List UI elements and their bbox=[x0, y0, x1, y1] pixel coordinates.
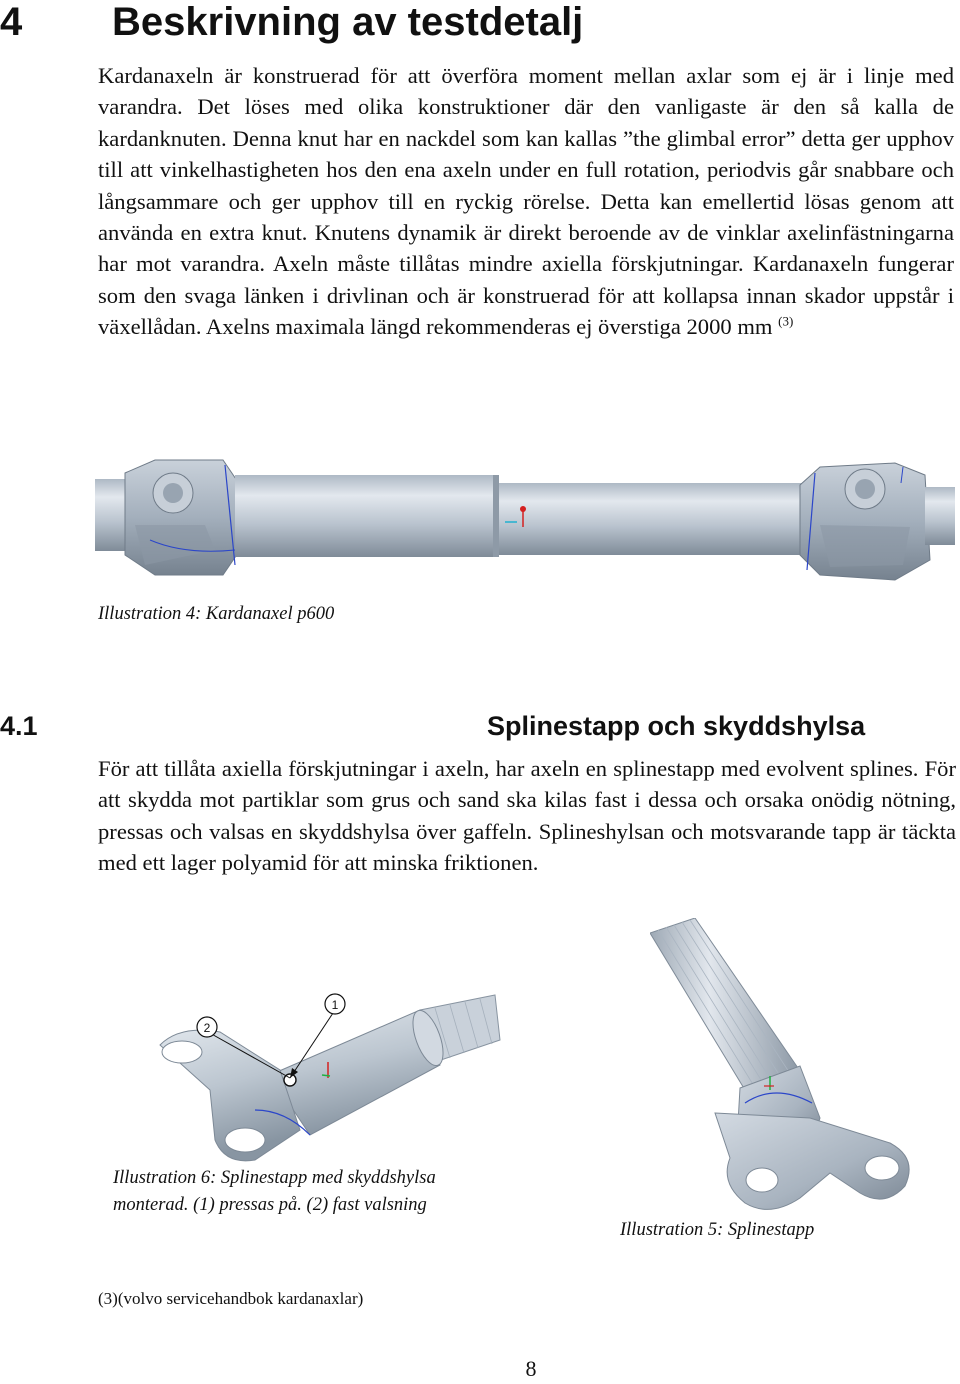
section-paragraph: För att tillåta axiella förskjutningar i axeln, har axeln en splinestapp med evolvent splines. För att skydda mot partiklar som grus och sand ska kilas fast i dessa och orsaka onödig nötning, pressas och valsas en skyddshylsa över gaffeln. Splineshylsan och motsvarande tapp är täckta med ett lager polyamid för att minska friktionen. bbox=[98, 756, 956, 876]
spline-sleeve-illustration bbox=[150, 990, 510, 1165]
section-number: 4.1 bbox=[0, 711, 38, 741]
drive-shaft-illustration bbox=[95, 455, 955, 595]
section-title: Splinestapp och skyddshylsa bbox=[487, 711, 866, 741]
spline-stub-illustration bbox=[650, 918, 940, 1218]
chapter-title: Beskrivning av testdetalj bbox=[112, 0, 584, 44]
figure-caption-spline-sleeve: Illustration 6: Splinestapp med skyddshylsa monterad. (1) pressas på. (2) fast valsning bbox=[113, 1168, 436, 1215]
chapter-number: 4 bbox=[0, 0, 23, 44]
reference-mark: (3) bbox=[778, 313, 794, 329]
footnote: (3)(volvo servicehandbok kardanaxlar) bbox=[98, 1289, 364, 1308]
page-number: 8 bbox=[525, 1356, 537, 1381]
figure-caption-drive-shaft: Illustration 4: Kardanaxel p600 bbox=[98, 604, 335, 624]
callout-2-label: 2 bbox=[203, 1021, 211, 1035]
intro-paragraph bbox=[98, 60, 954, 343]
callout-1-label: 1 bbox=[331, 998, 339, 1012]
intro-paragraph-text: Kardanaxeln är konstruerad för att överföra moment mellan axlar som ej är i linje med varandra. Det löses med olika konstruktioner där den vanligaste är den så kalla de kardanknuten. Denna knut har en nackdel som kan kallas ”the glimbal error” detta ger upphov till att vinkelhastigheten hos den ena axeln under en full rotation, periodvis går snabbare och långsammare och ger upphov till en ryckig rörelse. Detta kan emellertid lösas genom att använda en extra knut. Knutens dynamik är direkt beroende av de vinklar axelinfästningarna har mot varandra. Axeln måste tillåtas mindre axiella förskjutningar. Kardanaxeln fungerar som den svaga länken i drivlinan och är konstruerad för att kollapsa innan skador uppstår i växellådan. Axelns maximala längd rekommenderas ej överstiga 2000 mm bbox=[98, 63, 954, 340]
figure-caption-spline-stub: Illustration 5: Splinestapp bbox=[620, 1220, 815, 1240]
